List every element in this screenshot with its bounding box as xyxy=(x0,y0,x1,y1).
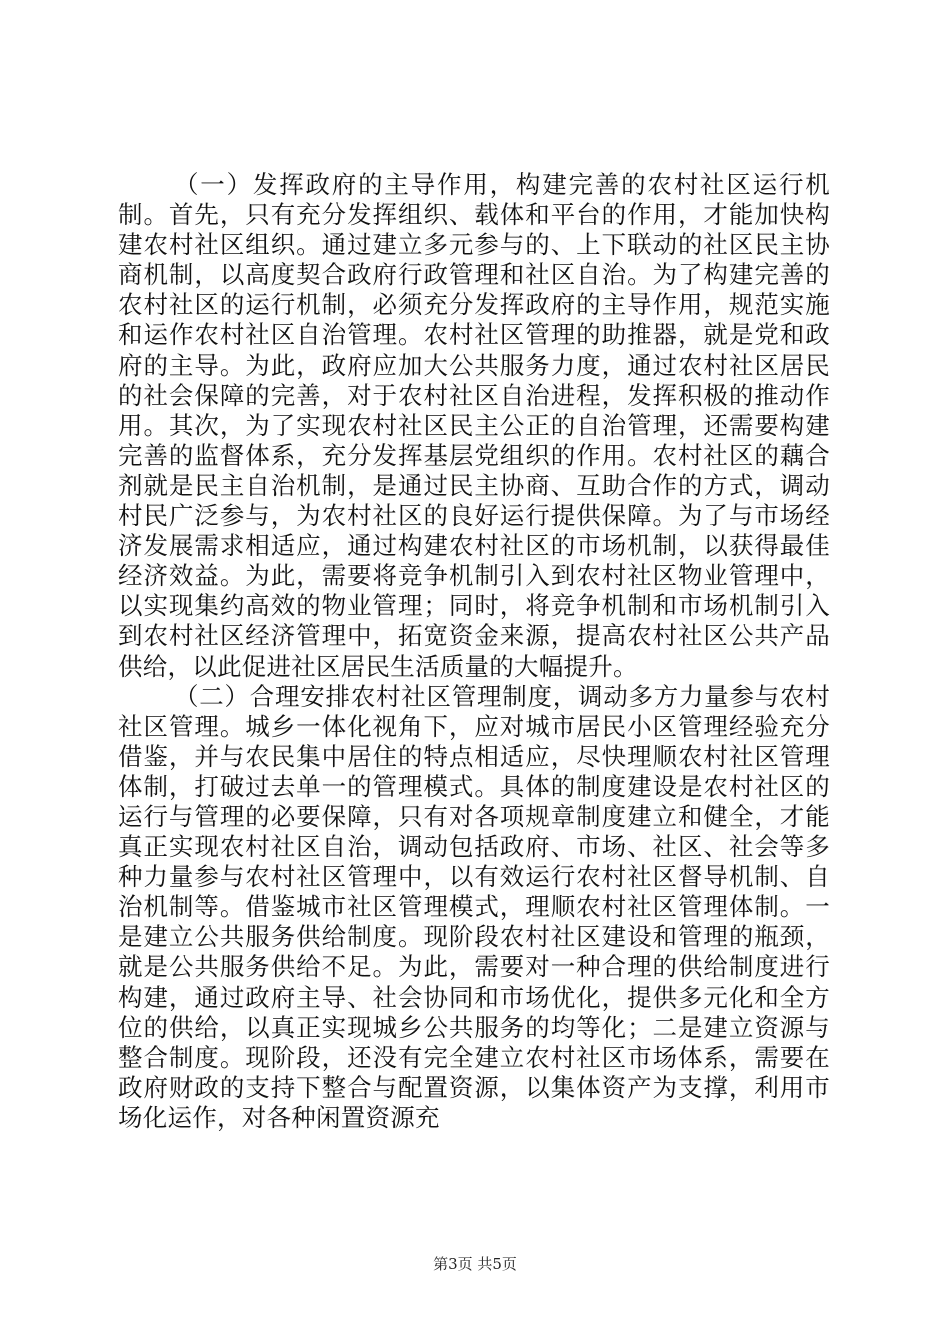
paragraph-1: （一）发挥政府的主导作用，构建完善的农村社区运行机制。首先，只有充分发挥组织、载体和平台的作用，才能加快构建农村社区组织。通过建立多元参与的、上下联动的社区民主协商机制，以高度契合政府行政管理和社区自治。为了构建完善的农村社区的运行机制，必须充分发挥政府的主导作用，规范实施和运作农村社区自治管理。农村社区管理的助推器，就是党和政府的主导。为此，政府应加大公共服务力度，通过农村社区居民的社会保障的完善，对于农村社区自治进程，发挥积极的推动作用。其次，为了实现农村社区民主公正的自治管理，还需要构建完善的监督体系，充分发挥基层党组织的作用。农村社区的藕合剂就是民主自治机制，是通过民主协商、互助合作的方式，调动村民广泛参与，为农村社区的良好运行提供保障。为了与市场经济发展需求相适应，通过构建农村社区的市场机制，以获得最佳经济效益。为此，需要将竞争机制引入到农村社区物业管理中，以实现集约高效的物业管理；同时，将竞争机制和市场机制引入到农村社区经济管理中，拓宽资金来源，提高农村社区公共产品供给，以此促进社区居民生活质量的大幅提升。 xyxy=(118,170,830,681)
document-body xyxy=(118,170,830,1133)
paragraph-2: （二）合理安排农村社区管理制度，调动多方力量参与农村社区管理。城乡一体化视角下，应对城市居民小区管理经验充分借鉴，并与农民集中居住的特点相适应，尽快理顺农村社区管理体制，打破过去单一的管理模式。具体的制度建设是农村社区的运行与管理的必要保障，只有对各项规章制度建立和健全，才能真正实现农村社区自治，调动包括政府、市场、社区、社会等多种力量参与农村社区管理中，以有效运行农村社区督导机制、自治机制等。借鉴城市社区管理模式，理顺农村社区管理体制。一是建立公共服务供给制度。现阶段农村社区建设和管理的瓶颈，就是公共服务供给不足。为此，需要对一种合理的供给制度进行构建，通过政府主导、社会协同和市场优化，提供多元化和全方位的供给，以真正实现城乡公共服务的均等化；二是建立资源与整合制度。现阶段，还没有完全建立农村社区市场体系，需要在政府财政的支持下整合与配置资源，以集体资产为支撑，利用市场化运作，对各种闲置资源充 xyxy=(118,681,830,1132)
page-footer: 第3页 共5页 xyxy=(433,1255,517,1273)
